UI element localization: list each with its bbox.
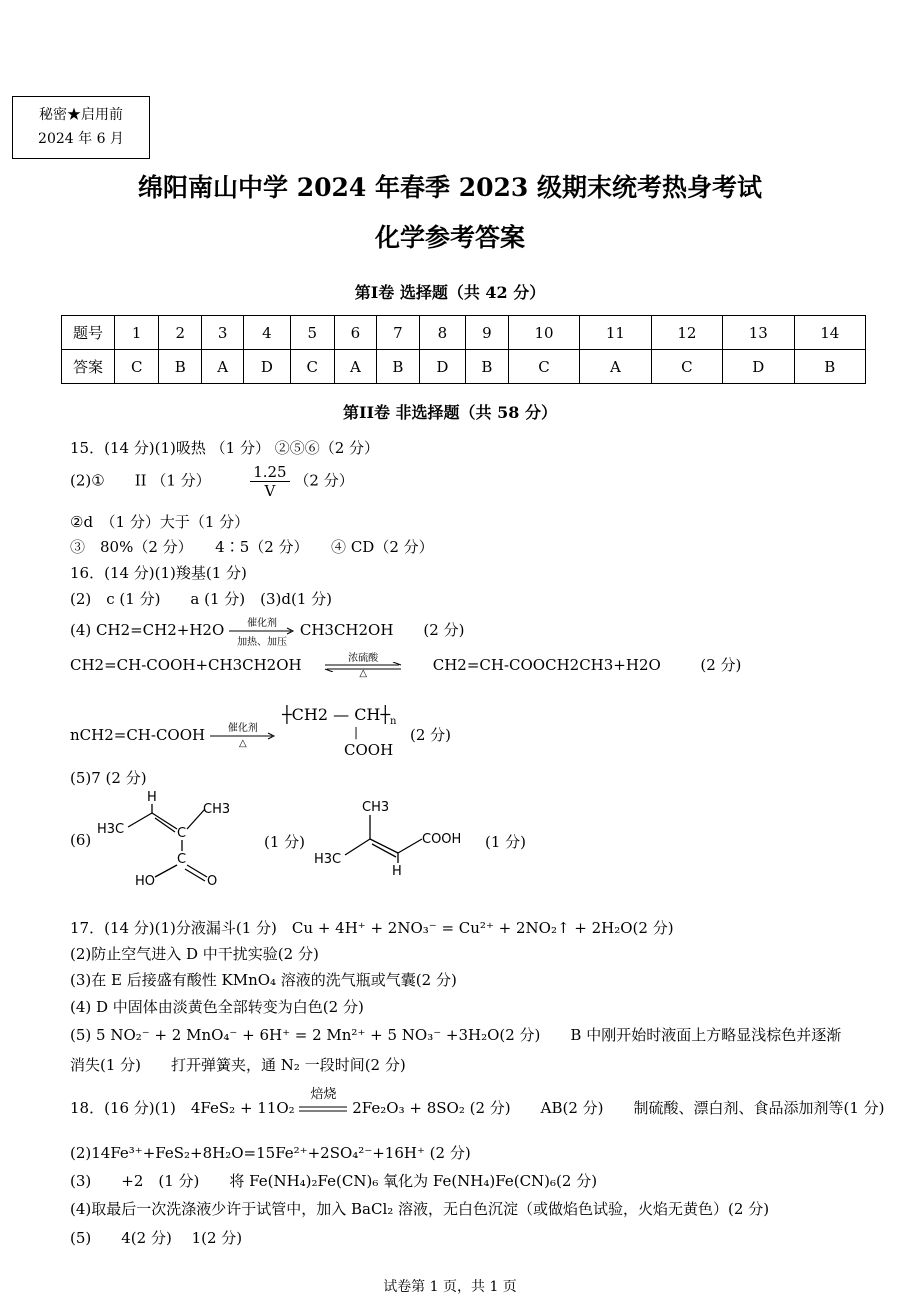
question-number: 13	[723, 316, 794, 350]
answer-cell: A	[334, 350, 376, 384]
answer-cell: A	[202, 350, 244, 384]
q16-line6: (5)7 (2 分)	[70, 769, 147, 787]
polymer-structure	[282, 705, 402, 765]
answer-row	[62, 350, 866, 384]
struct1-c2: C	[177, 852, 187, 867]
q18-reactants: 18．(16 分)(1) 4FeS₂ + 11O₂	[70, 1099, 295, 1117]
q16-line4	[70, 652, 741, 680]
question-number: 3	[202, 316, 244, 350]
q17-line6: 消失(1 分) 打开弹簧夹，通 N₂ 一段时间(2 分)	[70, 1056, 406, 1074]
q18-line5: (5) 4(2 分) 1(2 分)	[70, 1229, 243, 1247]
structure-1	[95, 787, 235, 892]
q16-ester-products: CH2=CH-COOCH2CH3+H2O	[432, 656, 661, 674]
q16-line1: 16．(14 分)(1)羧基(1 分)	[70, 564, 247, 582]
q16-poly-score: (2 分)	[410, 726, 452, 744]
q16-line5	[70, 722, 276, 750]
struct2-score: (1 分)	[485, 833, 527, 851]
answer-cell: C	[115, 350, 159, 384]
struct2-bond	[345, 839, 370, 855]
q16-line7-label: (6)	[70, 831, 92, 849]
roasting-equals	[299, 1087, 347, 1117]
answer-cell: A	[580, 350, 651, 384]
question-number: 10	[508, 316, 579, 350]
answer-cell: C	[508, 350, 579, 384]
q16-line3	[70, 617, 465, 648]
q16-product: CH3CH2OH (2 分)	[299, 621, 465, 639]
q17-line5: (5) 5 NO₂⁻ + 2 MnO₄⁻ + 6H⁺ = 2 Mn²⁺ + 5 NO₃⁻ +3H₂O(2 分) B 中刚开始时液面上方略显浅棕色并逐渐	[70, 1026, 842, 1044]
struct1-h: H	[147, 790, 157, 805]
catalyst-label: 催化剂	[247, 618, 278, 629]
exam-title: 绵阳南山中学 2024 年春季 2023 级期末统考热身考试	[138, 173, 762, 202]
struct1-h3c: H3C	[97, 822, 125, 837]
exam-date: 2024 年 6 月	[38, 131, 124, 147]
struct2-h3c: H3C	[314, 852, 342, 867]
q18-line3: (3) +2 (1 分) 将 Fe(NH₄)₂Fe(CN)₆ 氧化为 Fe(NH₄)Fe(CN)₆(2 分)	[70, 1172, 598, 1190]
answer-cell: D	[419, 350, 465, 384]
struct2-h: H	[392, 864, 402, 879]
answer-cell: B	[377, 350, 420, 384]
catalyst-label: 催化剂	[227, 723, 258, 734]
polymer-chain: ┼CH2 — $CH┼_n$	[282, 705, 397, 728]
rate-fraction	[250, 463, 289, 500]
question-header: 题号	[62, 316, 115, 350]
question-number: 1	[115, 316, 159, 350]
reversible-arrow	[323, 652, 403, 680]
question-number: 5	[290, 316, 334, 350]
struct1-ho: HO	[135, 874, 156, 889]
answer-header: 答案	[62, 350, 115, 384]
q16-ester-score: (2 分)	[700, 656, 742, 674]
confidential-label: 秘密★启用前	[39, 107, 123, 123]
roasting-label: 焙烧	[310, 1087, 337, 1102]
q16-reactants: (4) CH2=CH2+H2O	[70, 621, 225, 639]
q18-line2: (2)14Fe³⁺+FeS₂+8H₂O=15Fe²⁺+2SO₄²⁻+16H⁺ (2 分)	[70, 1144, 471, 1162]
polymer-arrow	[210, 722, 276, 750]
q17-line1: 17．(14 分)(1)分液漏斗(1 分) Cu + 4H⁺ + 2NO₃⁻ = Cu²⁺ + 2NO₂↑ + 2H₂O(2 分)	[70, 919, 674, 937]
confidential-box	[12, 96, 150, 159]
q17-line3: (3)在 E 后接盛有酸性 KMnO₄ 溶液的洗气瓶或气囊(2 分)	[70, 971, 457, 989]
question-number: 7	[377, 316, 420, 350]
q15-line4: ③ 80%（2 分） 4∶5（2 分） ④ CD（2 分）	[70, 538, 434, 556]
answer-table	[61, 315, 866, 384]
polymer-bond: |	[354, 725, 359, 739]
q16-monomer: nCH2=CH-COOH	[70, 726, 206, 744]
structure-2	[312, 795, 477, 880]
struct1-bond	[187, 809, 205, 829]
struct1-bond	[128, 813, 152, 827]
question-number: 12	[651, 316, 722, 350]
answer-cell: B	[159, 350, 202, 384]
answer-cell: B	[794, 350, 866, 384]
question-number: 2	[159, 316, 202, 350]
struct1-bond	[187, 865, 207, 877]
heat-label: △	[239, 738, 247, 749]
heat-label: △	[359, 668, 368, 679]
q17-line4: (4) D 中固体由淡黄色全部转变为白色(2 分)	[70, 998, 364, 1016]
reaction-arrow	[229, 617, 295, 648]
struct1-bond	[155, 865, 177, 877]
q15-score: （2 分）	[294, 471, 354, 490]
q16-line2: (2) c (1 分) a (1 分) (3)d(1 分)	[70, 590, 333, 608]
struct1-bond	[152, 813, 177, 829]
question-number: 8	[419, 316, 465, 350]
question-number: 11	[580, 316, 651, 350]
struct1-score: (1 分)	[264, 833, 306, 851]
answer-cell: C	[651, 350, 722, 384]
section2-title: 第II卷 非选择题（共 58 分）	[343, 403, 557, 422]
fraction-denominator: V	[264, 482, 276, 500]
q17-line2: (2)防止空气进入 D 中干扰实验(2 分)	[70, 945, 319, 963]
question-row	[62, 316, 866, 350]
question-number: 4	[244, 316, 290, 350]
polymer-n: n	[390, 716, 397, 728]
q18-line1	[70, 1087, 885, 1118]
question-number: 9	[466, 316, 509, 350]
section1-title: 第I卷 选择题（共 42 分）	[354, 283, 546, 302]
answer-cell: D	[723, 350, 794, 384]
q15-line3: ②d （1 分）大于（1 分）	[70, 513, 250, 531]
polymer-side-group: COOH	[344, 741, 394, 759]
catalyst-label: 浓硫酸	[348, 653, 379, 664]
q15-line1: 15．(14 分)(1)吸热 （1 分） ②⑤⑥（2 分）	[70, 439, 380, 457]
struct1-bond	[155, 818, 175, 832]
page-footer: 试卷第 1 页，共 1 页	[383, 1279, 517, 1295]
struct1-ch3: CH3	[203, 802, 231, 817]
answer-cell: C	[290, 350, 334, 384]
struct2-ch3: CH3	[362, 800, 390, 815]
q18-line4: (4)取最后一次洗涤液少许于试管中，加入 BaCl₂ 溶液，无白色沉淀（或做焰色试验，火焰无黄色）(2 分)	[70, 1200, 770, 1218]
answer-key-title: 化学参考答案	[374, 223, 525, 252]
double-line-icon	[299, 1105, 347, 1113]
q15-line2	[70, 463, 354, 500]
question-number: 14	[794, 316, 866, 350]
answer-cell: D	[244, 350, 290, 384]
struct2-cooh: COOH	[422, 832, 462, 847]
fraction-numerator: 1.25	[250, 463, 289, 482]
q16-ester-reactants: CH2=CH-COOH+CH3CH2OH	[70, 656, 302, 674]
q15-part2: (2)① II （1 分）	[70, 471, 211, 490]
struct1-o: O	[207, 874, 218, 889]
polymer-backbone: CH2 — CH	[291, 705, 381, 724]
question-number: 6	[334, 316, 376, 350]
answer-cell: B	[466, 350, 509, 384]
struct1-c1: C	[177, 826, 187, 841]
condition-label: 加热、加压	[237, 637, 288, 648]
struct1-bond	[185, 869, 205, 881]
struct2-bond	[398, 839, 422, 853]
q18-products: 2Fe₂O₃ + 8SO₂ (2 分) AB(2 分) 制硫酸、漂白剂、食品添加剂等(1 分)	[352, 1099, 885, 1117]
